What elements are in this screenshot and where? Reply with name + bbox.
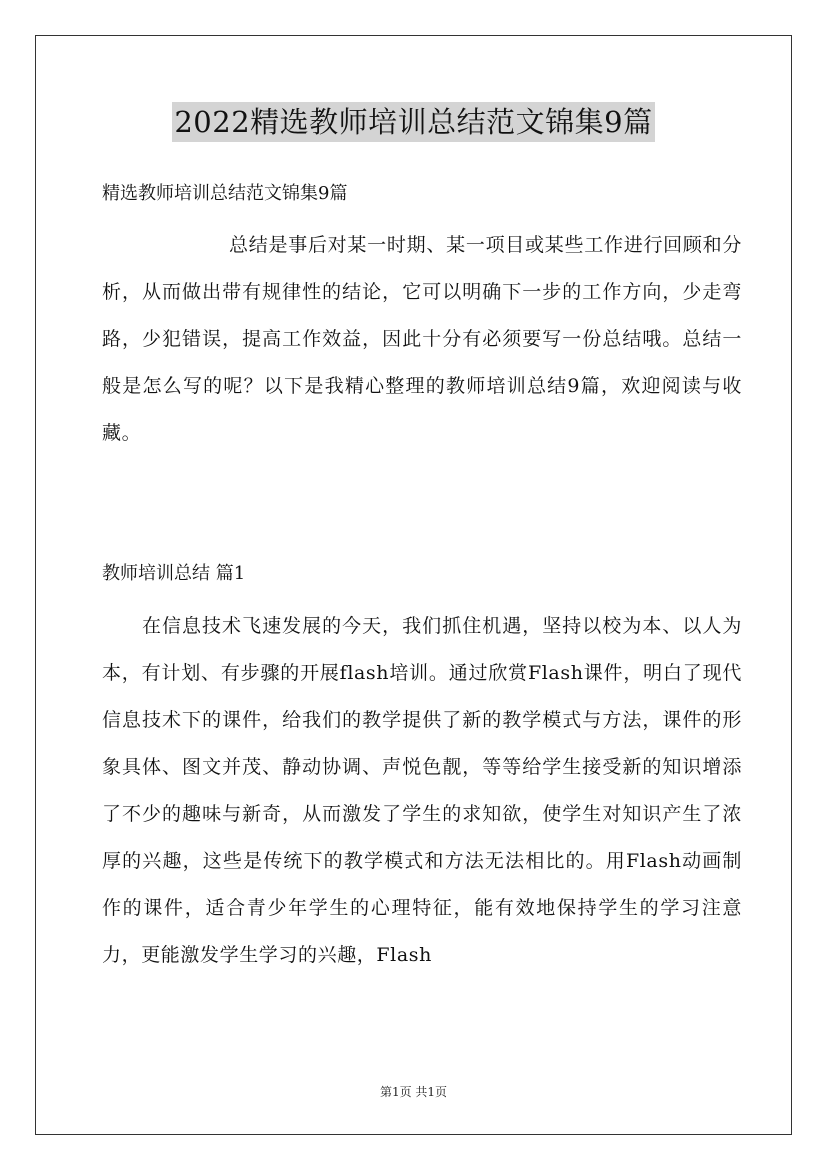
page-footer: 第1页 共1页 <box>379 1085 448 1099</box>
section-heading: 教师培训总结 篇1 <box>102 563 246 584</box>
title-container <box>0 102 827 142</box>
section-paragraph: 在信息技术飞速发展的今天，我们抓住机遇，坚持以校为本、以人为本，有计划、有步骤的开展flash培训。通过欣赏Flash课件，明白了现代信息技术下的课件，给我们的教学提供了新的教学模式与方法，课件的形象具体、图文并茂、静动协调、声悦色靓，等等给学生接受新的知识增添了不少的趣味与新奇，从而激发了学生的求知欲，使学生对知识产生了浓厚的兴趣，这些是传统下的教学模式和方法无法相比的。用Flash动画制作的课件，适合青少年学生的心理特征，能有效地保持学生的学习注意力，更能激发学生学习的兴趣，Flash <box>102 615 742 966</box>
document-subtitle: 精选教师培训总结范文锦集9篇 <box>102 183 348 204</box>
intro-paragraph: 总结是事后对某一时期、某一项目或某些工作进行回顾和分析，从而做出带有规律性的结论，它可以明确下一步的工作方向，少走弯路，少犯错误，提高工作效益，因此十分有必须要写一份总结哦。总结一般是怎么写的呢？以下是我精心整理的教师培训总结9篇，欢迎阅读与收藏。 <box>102 234 742 444</box>
document-title: 2022精选教师培训总结范文锦集9篇 <box>172 102 654 142</box>
